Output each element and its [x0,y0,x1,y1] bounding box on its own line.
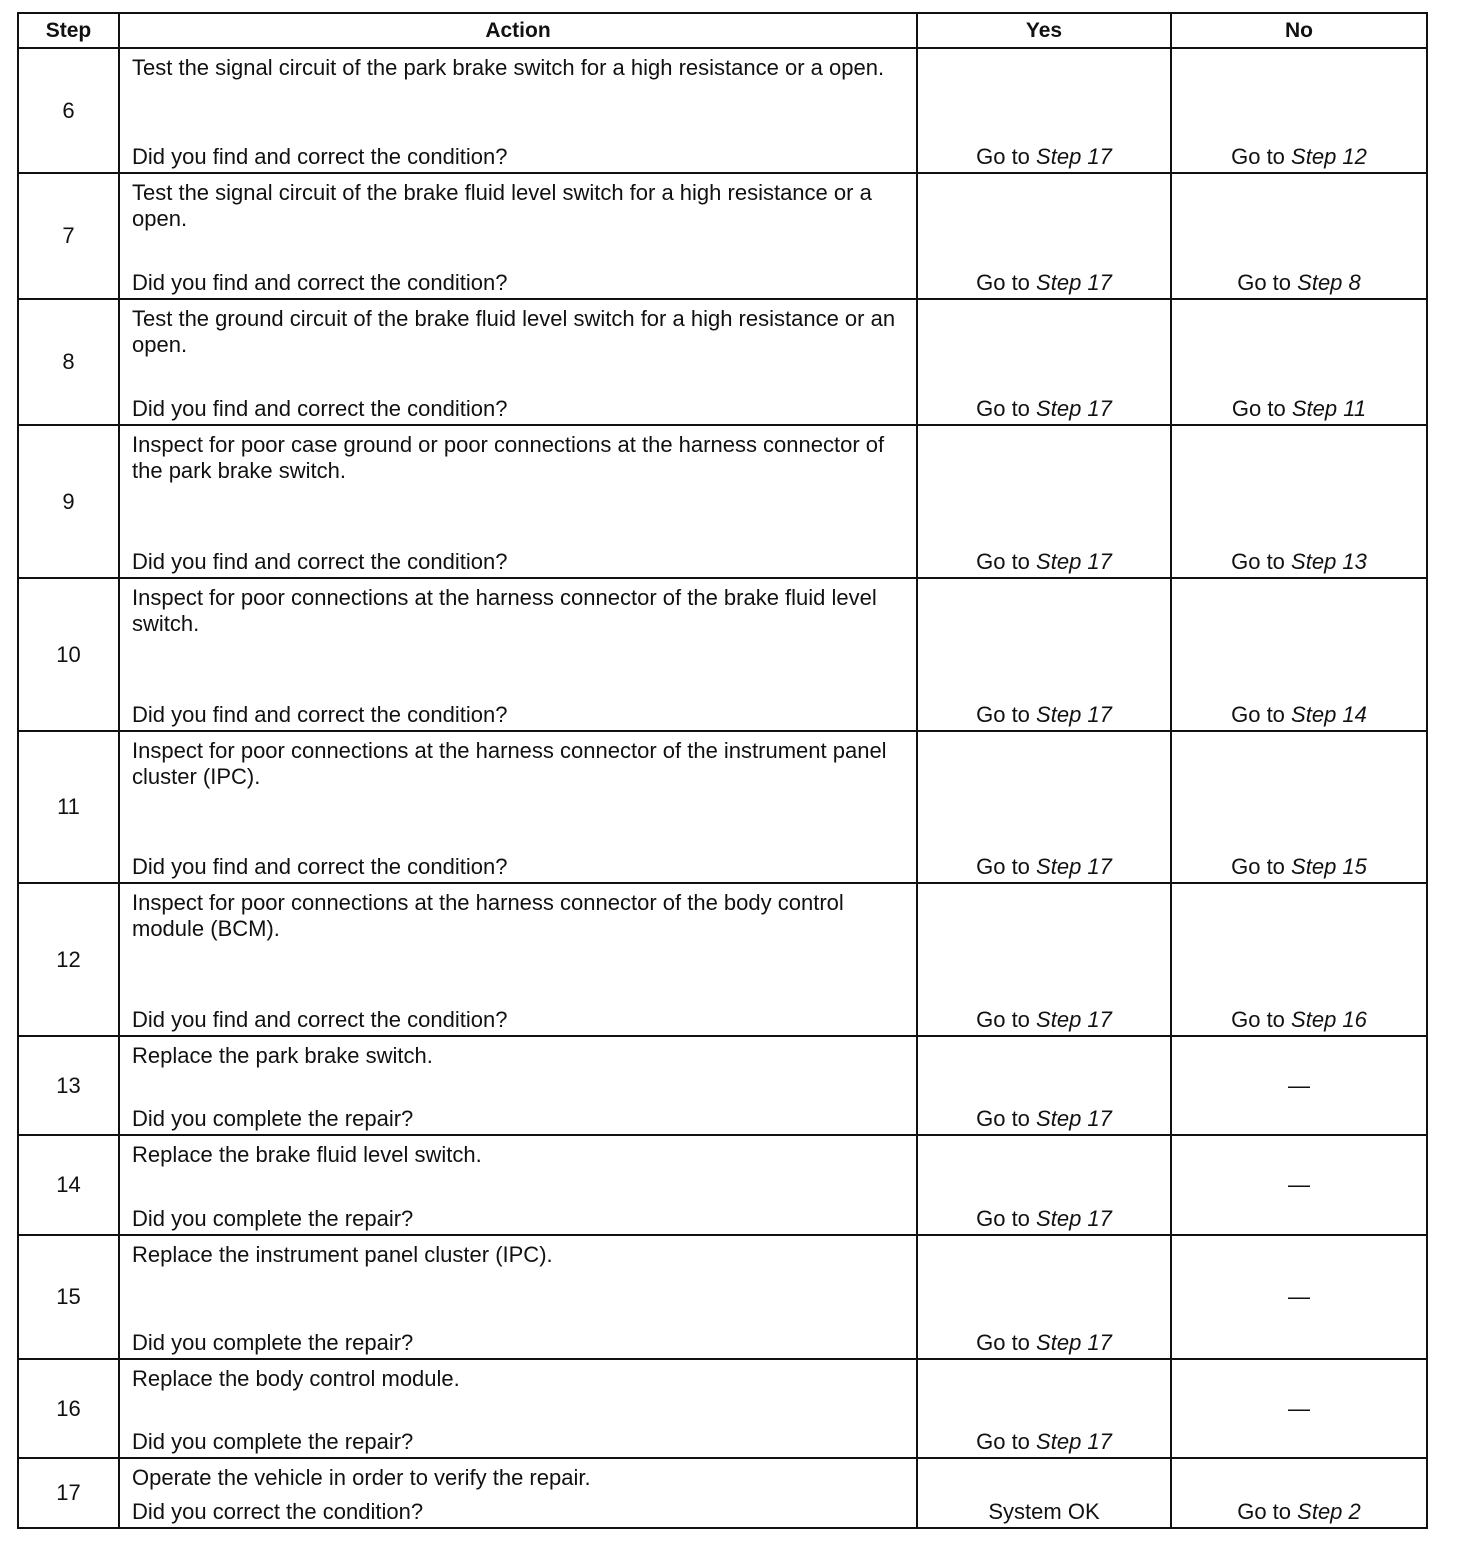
action-instruction: Replace the body control module. [132,1366,460,1391]
yes-result [918,1429,1170,1455]
yes-result [918,144,1170,170]
goto-prefix: Go to [1231,1007,1285,1032]
step-number: 11 [18,731,119,883]
step-number: 7 [18,173,119,299]
no-result: — [1288,1284,1310,1309]
goto-prefix: Go to [976,702,1030,727]
action-instruction: Operate the vehicle in order to verify the repair. [132,1465,591,1490]
no-cell [1171,1458,1427,1528]
action-cell [119,425,917,578]
action-question: Did you complete the repair? [132,1106,414,1131]
goto-prefix: Go to [976,144,1030,169]
goto-prefix: Go to [976,270,1030,295]
action-cell [119,1135,917,1235]
no-target-step: Step 2 [1297,1499,1361,1524]
step-number: 8 [18,299,119,425]
action-cell [119,578,917,731]
no-cell [1171,578,1427,731]
action-cell [119,1458,917,1528]
no-target-step: Step 14 [1291,702,1367,727]
yes-cell [917,731,1171,883]
action-question: Did you find and correct the condition? [132,144,508,169]
goto-prefix: Go to [1231,854,1285,879]
table-row [18,48,1427,173]
yes-cell [917,299,1171,425]
no-result [1172,270,1426,296]
yes-cell [917,1036,1171,1135]
yes-target-step: Step 17 [1036,396,1112,421]
goto-prefix: Go to [976,854,1030,879]
goto-prefix: Go to [976,549,1030,574]
no-target-step: Step 11 [1291,396,1367,421]
no-cell [1171,48,1427,173]
goto-prefix: Go to [1231,702,1285,727]
table-row [18,1036,1427,1135]
table-row [18,299,1427,425]
yes-target-step: Step 17 [1036,1106,1112,1131]
yes-result [918,1007,1170,1033]
action-question: Did you correct the condition? [132,1499,424,1524]
header-row [18,13,1427,48]
yes-result [918,702,1170,728]
goto-prefix: Go to [976,396,1030,421]
yes-target-step: Step 17 [1036,1330,1112,1355]
action-question: Did you find and correct the condition? [132,549,508,574]
action-question: Did you find and correct the condition? [132,270,508,295]
action-question: Did you find and correct the condition? [132,702,508,727]
table-row [18,883,1427,1036]
yes-result [918,270,1170,296]
yes-cell [917,1235,1171,1359]
table-row [18,1458,1427,1528]
action-question: Did you find and correct the condition? [132,396,508,421]
goto-prefix: Go to [1231,396,1286,421]
no-result [1172,1499,1426,1525]
action-cell [119,1359,917,1458]
yes-cell [917,1135,1171,1235]
no-target-step: Step 12 [1291,144,1367,169]
header-no: No [1171,13,1427,48]
action-instruction: Replace the brake fluid level switch. [132,1142,482,1167]
action-instruction: Inspect for poor connections at the harness connector of the instrument panel cluster (IPC). [132,738,887,789]
no-cell [1171,173,1427,299]
action-question: Did you complete the repair? [132,1206,414,1231]
step-number: 6 [18,48,119,173]
no-result [1172,144,1426,170]
goto-prefix: Go to [1231,549,1285,574]
yes-target-step: Step 17 [1036,854,1112,879]
table-row [18,425,1427,578]
goto-prefix: Go to [1237,270,1292,295]
header-action: Action [119,13,917,48]
step-number: 9 [18,425,119,578]
yes-result [918,1206,1170,1232]
yes-result [918,396,1170,422]
action-question: Did you complete the repair? [132,1330,414,1355]
action-question: Did you complete the repair? [132,1429,414,1454]
action-instruction: Inspect for poor case ground or poor connections at the harness connector of the park brake switch. [132,432,885,483]
no-result [1172,854,1426,880]
action-instruction: Test the signal circuit of the brake fluid level switch for a high resistance or a open. [132,180,872,231]
no-result [1172,1007,1426,1033]
no-result [1172,549,1426,575]
action-cell [119,299,917,425]
action-question: Did you find and correct the condition? [132,1007,508,1032]
header-yes: Yes [917,13,1171,48]
yes-cell [917,173,1171,299]
step-number: 17 [18,1458,119,1528]
step-number: 12 [18,883,119,1036]
no-target-step: Step 16 [1291,1007,1367,1032]
action-cell [119,1235,917,1359]
action-instruction: Replace the instrument panel cluster (IPC). [132,1242,553,1267]
no-result: — [1288,1072,1310,1098]
diagnostic-table [17,12,1428,1529]
yes-target-step: Step 17 [1036,1206,1112,1231]
no-result: — [1288,1395,1310,1421]
table-row [18,731,1427,883]
yes-target-step: Step 17 [1036,144,1112,169]
no-cell [1171,425,1427,578]
action-instruction: Inspect for poor connections at the harness connector of the body control module (BCM). [132,890,844,941]
header-step: Step [18,13,119,48]
goto-prefix: Go to [976,1106,1030,1131]
step-number: 14 [18,1135,119,1235]
yes-cell [917,48,1171,173]
no-result [1172,396,1426,422]
no-cell [1171,1235,1427,1359]
no-target-step: Step 8 [1297,270,1361,295]
no-target-step: Step 15 [1291,854,1367,879]
yes-cell [917,1359,1171,1458]
action-instruction: Replace the park brake switch. [132,1043,433,1068]
table-row [18,1235,1427,1359]
action-cell [119,48,917,173]
yes-cell [917,578,1171,731]
no-cell [1171,299,1427,425]
yes-target-step: Step 17 [1036,1007,1112,1032]
no-cell [1171,1135,1427,1235]
action-cell [119,883,917,1036]
yes-cell [917,1458,1171,1528]
yes-result: System OK [988,1499,1100,1524]
table-row [18,1359,1427,1458]
goto-prefix: Go to [976,1007,1030,1032]
table-row [18,1135,1427,1235]
step-number: 16 [18,1359,119,1458]
table-row [18,578,1427,731]
step-number: 13 [18,1036,119,1135]
no-cell [1171,1036,1427,1135]
goto-prefix: Go to [976,1429,1030,1454]
no-target-step: Step 13 [1291,549,1367,574]
yes-result [918,1330,1170,1356]
goto-prefix: Go to [1237,1499,1292,1524]
action-instruction: Test the ground circuit of the brake fluid level switch for a high resistance or an open. [132,306,896,357]
table-body [18,48,1427,1528]
action-instruction: Test the signal circuit of the park brake switch for a high resistance or a open. [132,55,885,80]
yes-result [918,549,1170,575]
action-instruction: Inspect for poor connections at the harness connector of the brake fluid level switch. [132,585,877,636]
action-cell [119,1036,917,1135]
action-question: Did you find and correct the condition? [132,854,508,879]
yes-result [918,854,1170,880]
yes-result [918,1106,1170,1132]
goto-prefix: Go to [976,1330,1030,1355]
yes-target-step: Step 17 [1036,549,1112,574]
no-cell [1171,731,1427,883]
yes-target-step: Step 17 [1036,1429,1112,1454]
goto-prefix: Go to [1231,144,1285,169]
yes-cell [917,425,1171,578]
no-cell [1171,883,1427,1036]
goto-prefix: Go to [976,1206,1030,1231]
no-cell [1171,1359,1427,1458]
step-number: 10 [18,578,119,731]
no-result [1172,702,1426,728]
action-cell [119,173,917,299]
action-cell [119,731,917,883]
yes-target-step: Step 17 [1036,270,1112,295]
table-row [18,173,1427,299]
yes-target-step: Step 17 [1036,702,1112,727]
yes-cell [917,883,1171,1036]
no-result: — [1288,1172,1310,1197]
step-number: 15 [18,1235,119,1359]
